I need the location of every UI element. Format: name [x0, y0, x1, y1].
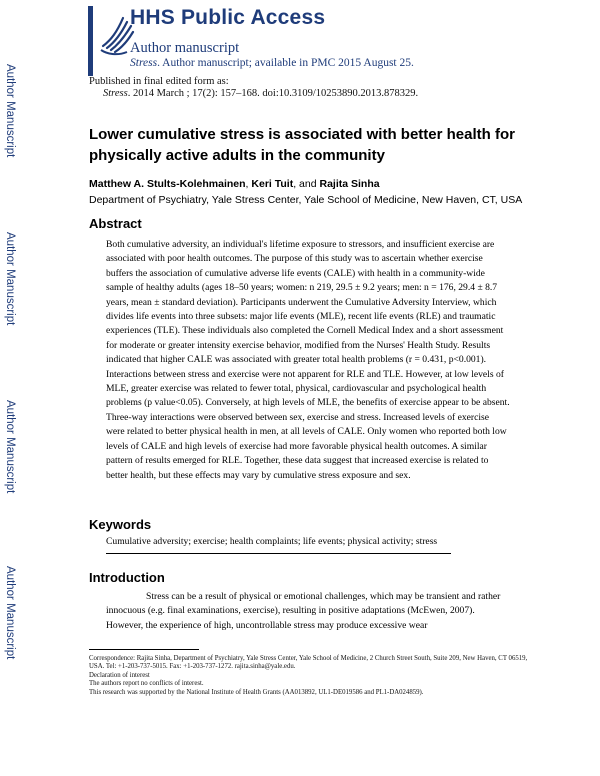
- keywords-divider: [106, 553, 451, 554]
- side-label-author-manuscript: Author Manuscript: [4, 232, 16, 326]
- author-separator: ,: [245, 178, 252, 190]
- header-title: HHS Public Access: [130, 6, 326, 29]
- introduction-heading: Introduction: [89, 570, 165, 585]
- citation-journal: Stress: [103, 88, 128, 99]
- published-in-label: Published in final edited form as:: [89, 76, 229, 87]
- author-list: [89, 178, 380, 190]
- citation-details: . 2014 March ; 17(2): 157–168. doi:10.3109/10253890.2013.878329.: [127, 88, 419, 99]
- introduction-text: Stress can be a result of physical or emotional challenges, which may be transient and rather innocuous (e.g. final examinations, exercise), resulting in positive adaptations (McEwen, 2007). However, the experience of high, uncontrollable stress may produce excessive wear: [106, 591, 501, 631]
- declaration-heading: Declaration of interest: [89, 671, 150, 679]
- author-name: Rajita Sinha: [319, 178, 380, 190]
- author-name: Keri Tuit: [251, 178, 294, 190]
- article-title: Lower cumulative stress is associated with better health for physically active adults in the community: [89, 126, 515, 164]
- header-rule: [88, 6, 93, 76]
- journal-name: Stress: [130, 57, 158, 69]
- funding-note: This research was supported by the National Institute of Health Grants (AA013892, UL1-DE019586 and PL1-DA024859).: [89, 688, 424, 696]
- abstract-text: Both cumulative adversity, an individual's lifetime exposure to stressors, and insufficient exercise are associated with poor health outcomes. The purpose of this study was to ascertain whether exercise buffers the association of cumulative adverse life events (CALE) with health in a community-wide sample of healthy adults (ages 18–50 years; women: n 219, 29.5 ± 9.2 years; men: n = 176, 29.4 ± 8.7 years, mean ± standard deviation). Participants underwent the Cumulative Adversity Interview, which divides life events into three subsets: major life events (MLE), recent life events (RLE) and traumatic experiences (TLE). These individuals also completed the Cornell Medical Index and a short assessment for moderate or greater intensity exercise behavior, modified from the Nurses' Health Study. Results indicated that higher CALE was associated with greater total health problems (r = 0.431, p<0.001). Interactions between stress and exercise were not apparent for RLE and TLE. However, at low levels of MLE, greater exercise was related to fewer total, physical, cardiovascular and psychological health problems (p value<0.05). Conversely, at high levels of MLE, the benefits of exercise appear to be absent. Three-way interactions were observed between sex, exercise and stress. Increased levels of exercise were related to better physical health in men, at all levels of CALE. Only women who reported both low levels of CALE and high levels of exercise had more favorable physical health outcomes. A similar pattern of results emerged for RLE. Together, these data suggest that increased exercise is related to better health, but these effects may vary by cumulative stress exposure and sex.: [106, 239, 510, 481]
- publication-info: [89, 76, 418, 100]
- footnote-divider: [89, 649, 199, 650]
- author-affiliation: Department of Psychiatry, Yale Stress Center, Yale School of Medicine, New Haven, CT, USA: [89, 194, 523, 206]
- declaration-note: The authors report no conflicts of interest.: [89, 680, 204, 688]
- availability-text: . Author manuscript; available in PMC 2015 August 25.: [157, 57, 414, 69]
- author-separator: , and: [293, 178, 320, 190]
- side-label-author-manuscript: Author Manuscript: [4, 566, 16, 660]
- side-label-author-manuscript: Author Manuscript: [4, 64, 16, 158]
- correspondence-note: Correspondence: Rajita Sinha, Department of Psychiatry, Yale Stress Center, Yale School of Medicine, 2 Church Street South, Suite 209, New Haven, CT 06519, USA. Tel: +1-203-737-5015. Fax: +1-203-737-1272. rajita.sinha@yale.edu.: [89, 655, 528, 671]
- keywords-text: Cumulative adversity; exercise; health complaints; life events; physical activity; stress: [106, 536, 438, 547]
- citation: [89, 88, 418, 100]
- abstract-heading: Abstract: [89, 216, 142, 231]
- header-subtitle: Author manuscript: [130, 40, 240, 56]
- footnotes: [89, 655, 529, 697]
- keywords-heading: Keywords: [89, 517, 152, 532]
- journal-availability: [130, 57, 414, 69]
- side-label-author-manuscript: Author Manuscript: [4, 400, 16, 494]
- author-name: Matthew A. Stults-Kolehmainen: [89, 178, 246, 190]
